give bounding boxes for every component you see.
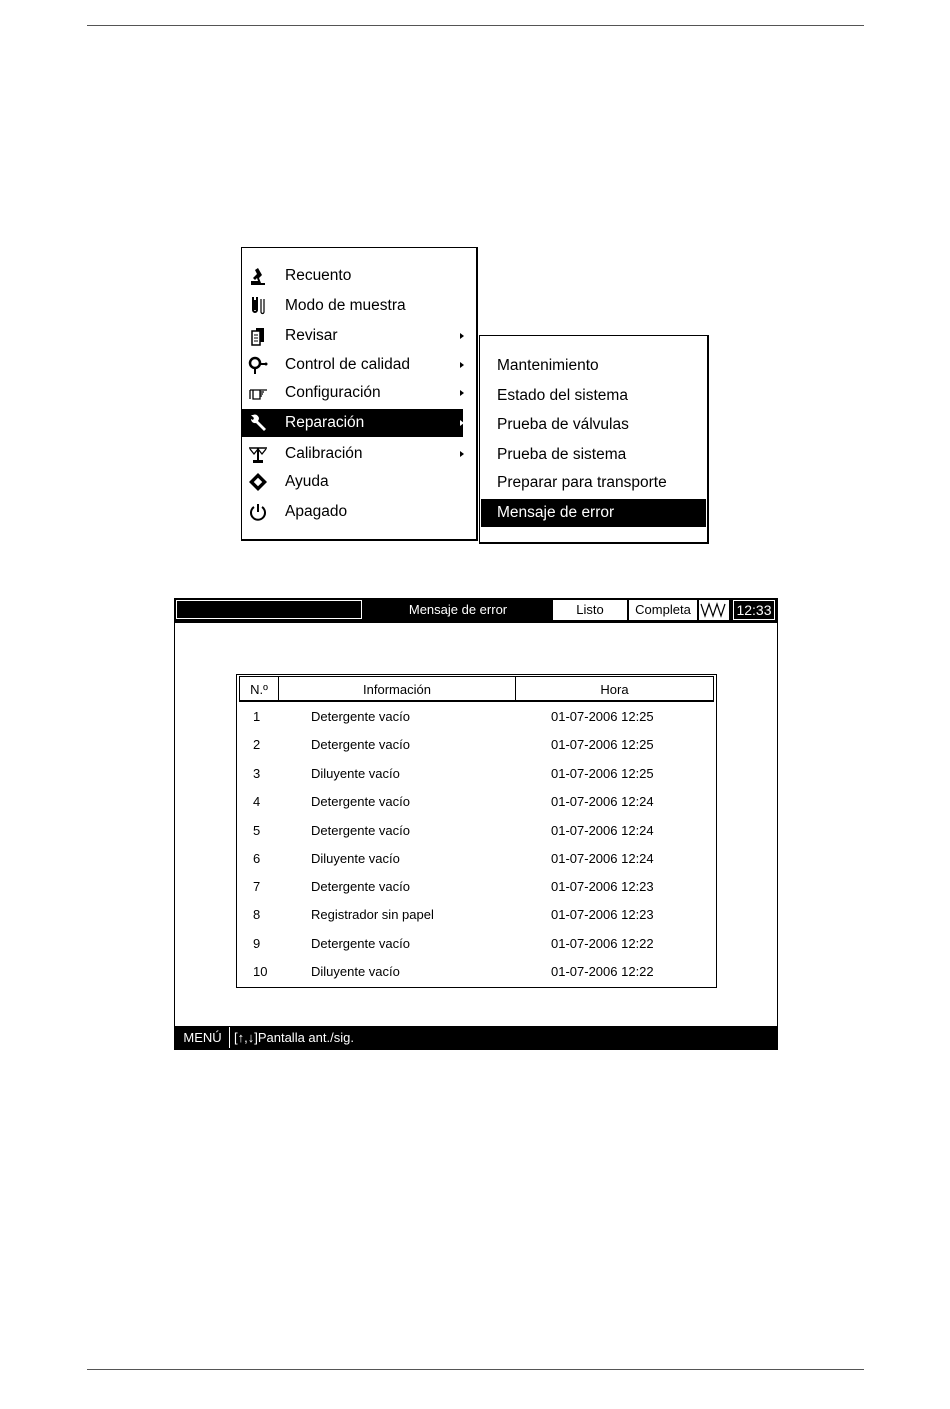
row-time: 01-07-2006 12:25	[551, 709, 654, 724]
page-top-rule	[87, 25, 864, 26]
submenu-item-label: Prueba de sistema	[497, 446, 627, 463]
table-row[interactable]	[237, 760, 716, 788]
row-number: 1	[253, 709, 261, 724]
submenu-item-label: Estado del sistema	[497, 387, 628, 404]
menu-item-label: Revisar	[285, 327, 338, 344]
row-info: Detergente vacío	[311, 879, 411, 894]
submenu-item-label: Mantenimiento	[497, 357, 599, 374]
menu-item-label: Apagado	[285, 503, 348, 520]
row-time: 01-07-2006 12:24	[551, 823, 654, 838]
submenu-arrow-icon	[460, 333, 464, 339]
menu-item-revisar[interactable]	[242, 322, 463, 350]
menu-item-label: Calibración	[285, 445, 363, 462]
row-info: Diluyente vacío	[311, 851, 400, 866]
menu-item-reparacion[interactable]	[242, 409, 463, 437]
row-time: 01-07-2006 12:25	[551, 737, 654, 752]
waveform-icon	[699, 600, 729, 620]
menu-item-calibracion[interactable]	[242, 440, 463, 468]
submenu-item-label: Prueba de válvulas	[497, 416, 629, 433]
column-header-number: N.º	[239, 676, 279, 701]
submenu-arrow-icon	[460, 362, 464, 368]
column-header-info: Información	[278, 676, 516, 701]
screen-footer	[175, 1026, 777, 1049]
submenu-item-label: Preparar para transporte	[497, 474, 667, 491]
microscope-icon	[248, 266, 268, 286]
submenu-arrow-icon	[460, 420, 464, 426]
row-time: 01-07-2006 12:23	[551, 907, 654, 922]
menu-item-recuento[interactable]	[242, 262, 463, 290]
row-info: Detergente vacío	[311, 936, 411, 951]
quality-control-icon	[248, 355, 268, 375]
clock-time: 12:33	[733, 600, 775, 620]
repair-submenu	[479, 335, 709, 544]
menu-item-modo-de-muestra[interactable]	[242, 292, 463, 320]
main-menu	[241, 247, 478, 541]
row-number: 6	[253, 851, 261, 866]
row-info: Diluyente vacío	[311, 964, 400, 979]
table-row[interactable]	[237, 703, 716, 731]
submenu-arrow-icon	[460, 451, 464, 457]
menu-item-label: Control de calidad	[285, 356, 410, 373]
header-divider	[175, 622, 777, 623]
test-tubes-icon	[248, 296, 268, 316]
table-row[interactable]	[237, 901, 716, 929]
table-row[interactable]	[237, 845, 716, 873]
column-header-time: Hora	[515, 676, 714, 701]
menu-item-label: Configuración	[285, 384, 381, 401]
error-table	[236, 674, 717, 988]
table-row[interactable]	[237, 873, 716, 901]
row-time: 01-07-2006 12:23	[551, 879, 654, 894]
menu-item-control-de-calidad[interactable]	[242, 351, 463, 379]
menu-item-label: Reparación	[285, 414, 365, 431]
screen-title: Mensaje de error	[408, 602, 508, 617]
submenu-item-label: Mensaje de error	[497, 504, 615, 521]
review-icon	[248, 326, 268, 346]
row-time: 01-07-2006 12:25	[551, 766, 654, 781]
row-time: 01-07-2006 12:22	[551, 964, 654, 979]
row-info: Detergente vacío	[311, 709, 411, 724]
row-number: 7	[253, 879, 261, 894]
table-row[interactable]	[237, 788, 716, 816]
row-number: 10	[253, 964, 268, 979]
menu-item-label: Modo de muestra	[285, 297, 406, 314]
menu-button[interactable]: MENÚ	[176, 1027, 230, 1048]
submenu-item-preparar-para-transporte[interactable]	[481, 469, 706, 497]
row-time: 01-07-2006 12:22	[551, 936, 654, 951]
pointing-hand-icon	[248, 383, 268, 403]
submenu-item-prueba-de-sistema[interactable]	[481, 441, 706, 469]
power-icon	[248, 502, 268, 522]
table-row[interactable]	[237, 731, 716, 759]
menu-item-apagado[interactable]	[242, 498, 463, 526]
submenu-item-estado-del-sistema[interactable]	[481, 382, 706, 410]
error-message-screen	[174, 598, 778, 1050]
row-number: 8	[253, 907, 261, 922]
submenu-item-prueba-de-valvulas[interactable]	[481, 411, 706, 439]
help-book-icon	[248, 472, 268, 492]
row-time: 01-07-2006 12:24	[551, 851, 654, 866]
table-row[interactable]	[237, 817, 716, 845]
screen-header	[175, 599, 777, 622]
balance-scale-icon	[248, 444, 268, 464]
submenu-item-mensaje-de-error[interactable]	[481, 499, 706, 527]
header-row-divider	[239, 701, 714, 702]
row-number: 3	[253, 766, 261, 781]
footer-help-text: [↑,↓]Pantalla ant./sig.	[234, 1030, 354, 1045]
submenu-item-mantenimiento[interactable]	[481, 352, 706, 380]
table-row[interactable]	[237, 958, 716, 986]
mode-indicator: Completa	[629, 600, 697, 620]
menu-item-label: Ayuda	[285, 473, 329, 490]
header-blank-field	[176, 600, 362, 619]
row-number: 2	[253, 737, 261, 752]
menu-item-configuracion[interactable]	[242, 379, 463, 407]
table-row[interactable]	[237, 930, 716, 958]
row-info: Detergente vacío	[311, 794, 411, 809]
menu-item-label: Recuento	[285, 267, 352, 284]
row-info: Detergente vacío	[311, 737, 411, 752]
page-bottom-rule	[87, 1369, 864, 1370]
row-info: Registrador sin papel	[311, 907, 434, 922]
status-indicator: Listo	[553, 600, 627, 620]
row-info: Detergente vacío	[311, 823, 411, 838]
row-number: 5	[253, 823, 261, 838]
submenu-arrow-icon	[460, 390, 464, 396]
row-number: 9	[253, 936, 261, 951]
wrench-icon	[248, 413, 268, 433]
menu-item-ayuda[interactable]	[242, 468, 463, 496]
row-number: 4	[253, 794, 261, 809]
row-time: 01-07-2006 12:24	[551, 794, 654, 809]
row-info: Diluyente vacío	[311, 766, 400, 781]
